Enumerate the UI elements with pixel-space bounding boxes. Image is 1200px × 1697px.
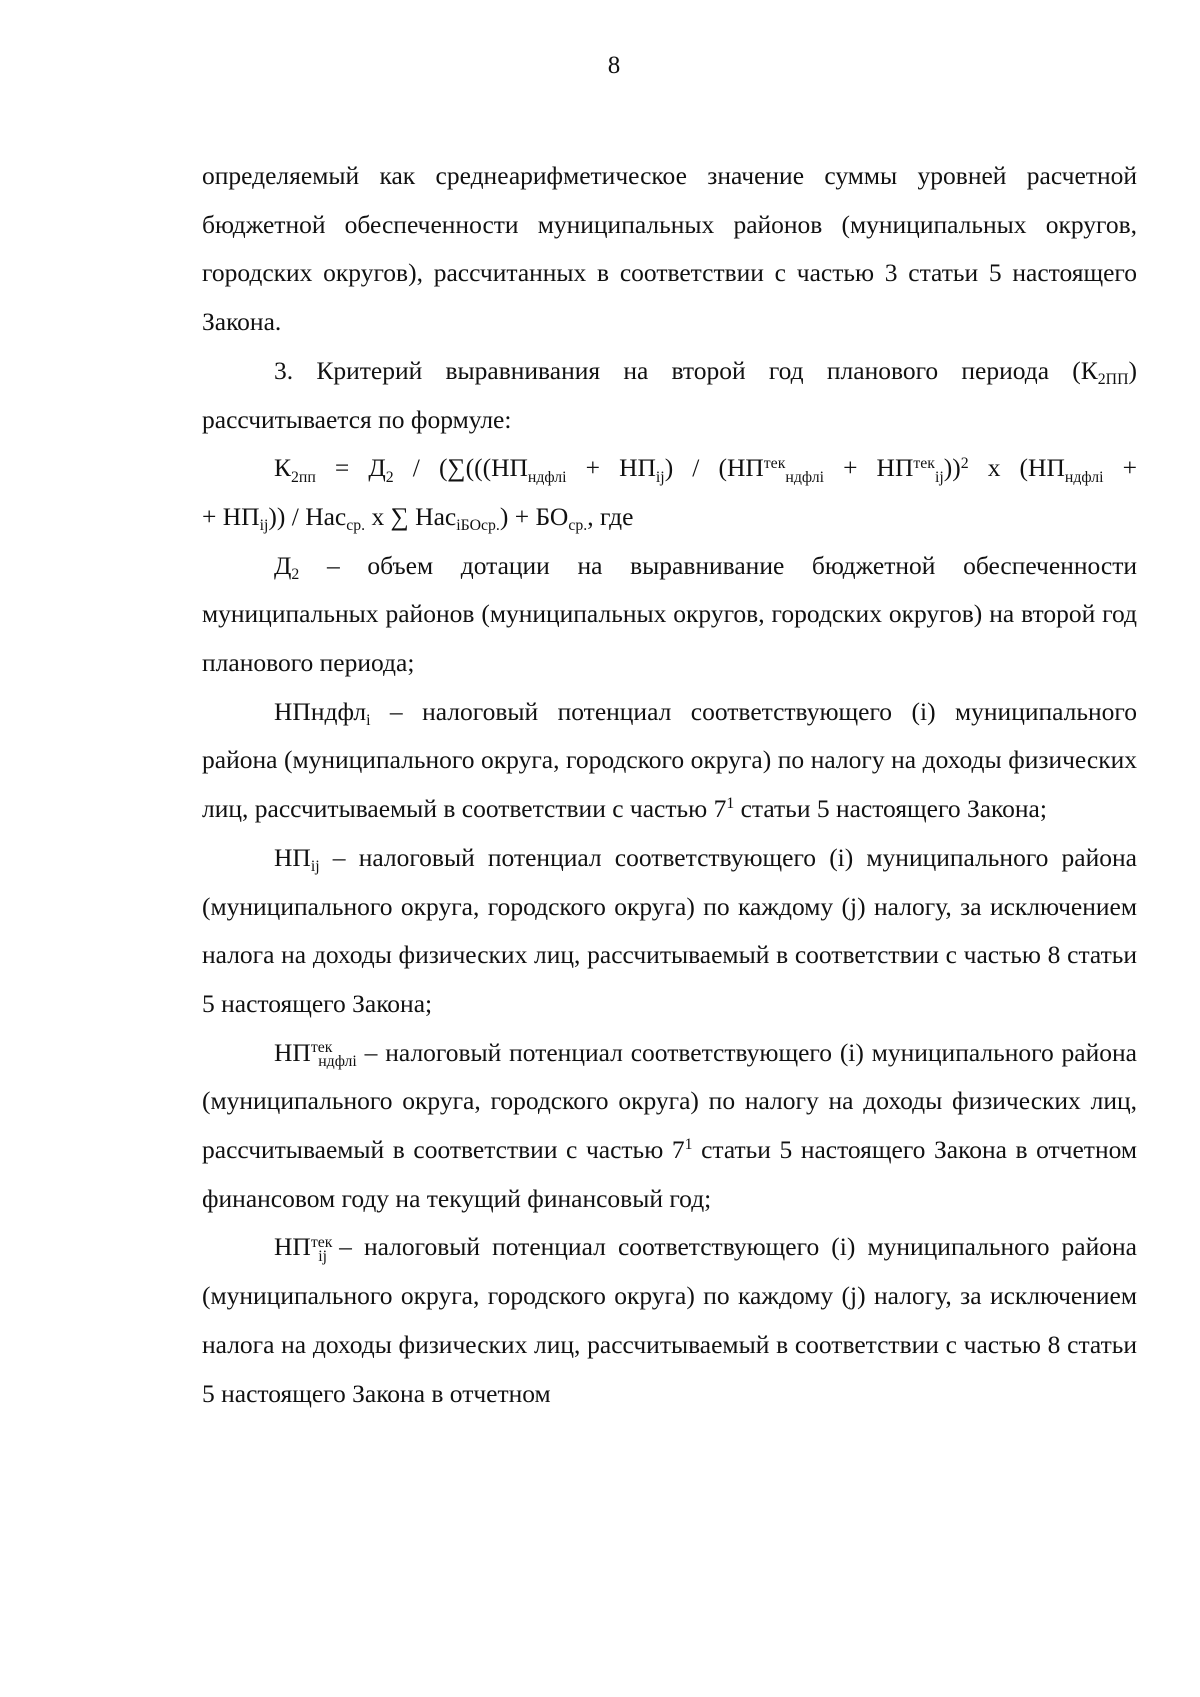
paragraph-np-ij-definition: $НП_{ij}$ – налоговый потенциал соответствующего (i) муниципального района (муниципального округа, городского округа) по каждому (j) налогу, за исключением налога на доходы физических лиц, рассчитываемый в соответствии с частью 8 статьи 5 настоящего Закона; xyxy=(202,842,1137,1018)
criterion-subscript: 2ПП xyxy=(1097,371,1129,389)
formula-np-tek-ij: $НП^{тек}_{ij}))^2$ xyxy=(876,453,969,486)
formula-np-ij: $НП_{ij}$) xyxy=(619,453,674,486)
formula-np-ndfl-2: ($НП_{ндфлi}$ xyxy=(1019,453,1104,486)
paragraph-criterion xyxy=(202,347,1137,444)
formula xyxy=(202,444,1137,541)
paragraph-np-tek-ij-definition: $НП^{тек}_{ij}$ – налоговый потенциал соответствующего (i) муниципального района (муниципального округа, городского округа) по каждому (j) налогу, за исключением налога на доходы физических лиц, рассчитываемый в соответствии с частью 8 статьи 5 настоящего Закона в отчетном xyxy=(202,1232,1137,1408)
formula-plus-1: + xyxy=(585,453,600,483)
formula-line-2: + $НП_{ij})) / Нас_{ср.}$ x ∑ $Нас_{iБОср.}) + БО_{ср.}$, где xyxy=(202,501,634,535)
formula-plus-3: + xyxy=(1122,453,1137,483)
formula-sum-open: ($\sum(((НП_{ндфлi}$ xyxy=(438,453,567,486)
formula-equals: = xyxy=(334,453,350,483)
formula-d2: $Д_2$ xyxy=(368,453,394,486)
formula-k2pp: $К_{2пп}$ xyxy=(274,453,316,486)
criterion-text: 3. Критерий выравнивания на второй год планового периода (К xyxy=(274,355,1098,385)
page-number: 8 xyxy=(607,52,621,79)
formula-slash-2: / xyxy=(692,453,700,483)
paragraph-d2-definition: $Д_2$ – объем дотации на выравнивание бюджетной обеспеченности муниципальных районов (муниципальных округов, городских округов) на второй год планового периода; xyxy=(202,550,1137,678)
paragraph-definition-continuation: определяемый как среднеарифметическое значение суммы уровней расчетной бюджетной обеспеченности муниципальных районов (муниципальных округов, городских округов), рассчитанных в соответствии с частью 3 статьи 5 настоящего Закона. xyxy=(202,161,1137,337)
formula-np-tek-ndfl: ($НП^{тек}_{ндфлi}$ xyxy=(718,453,824,486)
formula-slash: / xyxy=(412,453,420,483)
paragraph-np-tek-ndfl-definition: $НП^{тек}_{ндфлi}$ – налоговый потенциал соответствующего (i) муниципального района (муниципального округа, городского округа) по налогу на доходы физических лиц, рассчитываемый в соответствии с частью $7^1$ статьи 5 настоящего Закона в отчетном финансовом году на текущий финансовый год; xyxy=(202,1037,1137,1213)
formula-line-1 xyxy=(202,444,1137,493)
paragraph-np-ndfl-definition: НПндфл$_i$ – налоговый потенциал соответствующего (i) муниципального района (муниципального округа, городского округа) по налогу на доходы физических лиц, рассчитываемый в соответствии с частью $7^1$ статьи 5 настоящего Закона; xyxy=(202,696,1137,824)
criterion-tail: ) рассчитывается по формуле: xyxy=(202,355,1137,434)
formula-x: x xyxy=(987,453,1001,483)
formula-plus-2: + xyxy=(843,453,858,483)
document-body xyxy=(202,152,1137,1418)
